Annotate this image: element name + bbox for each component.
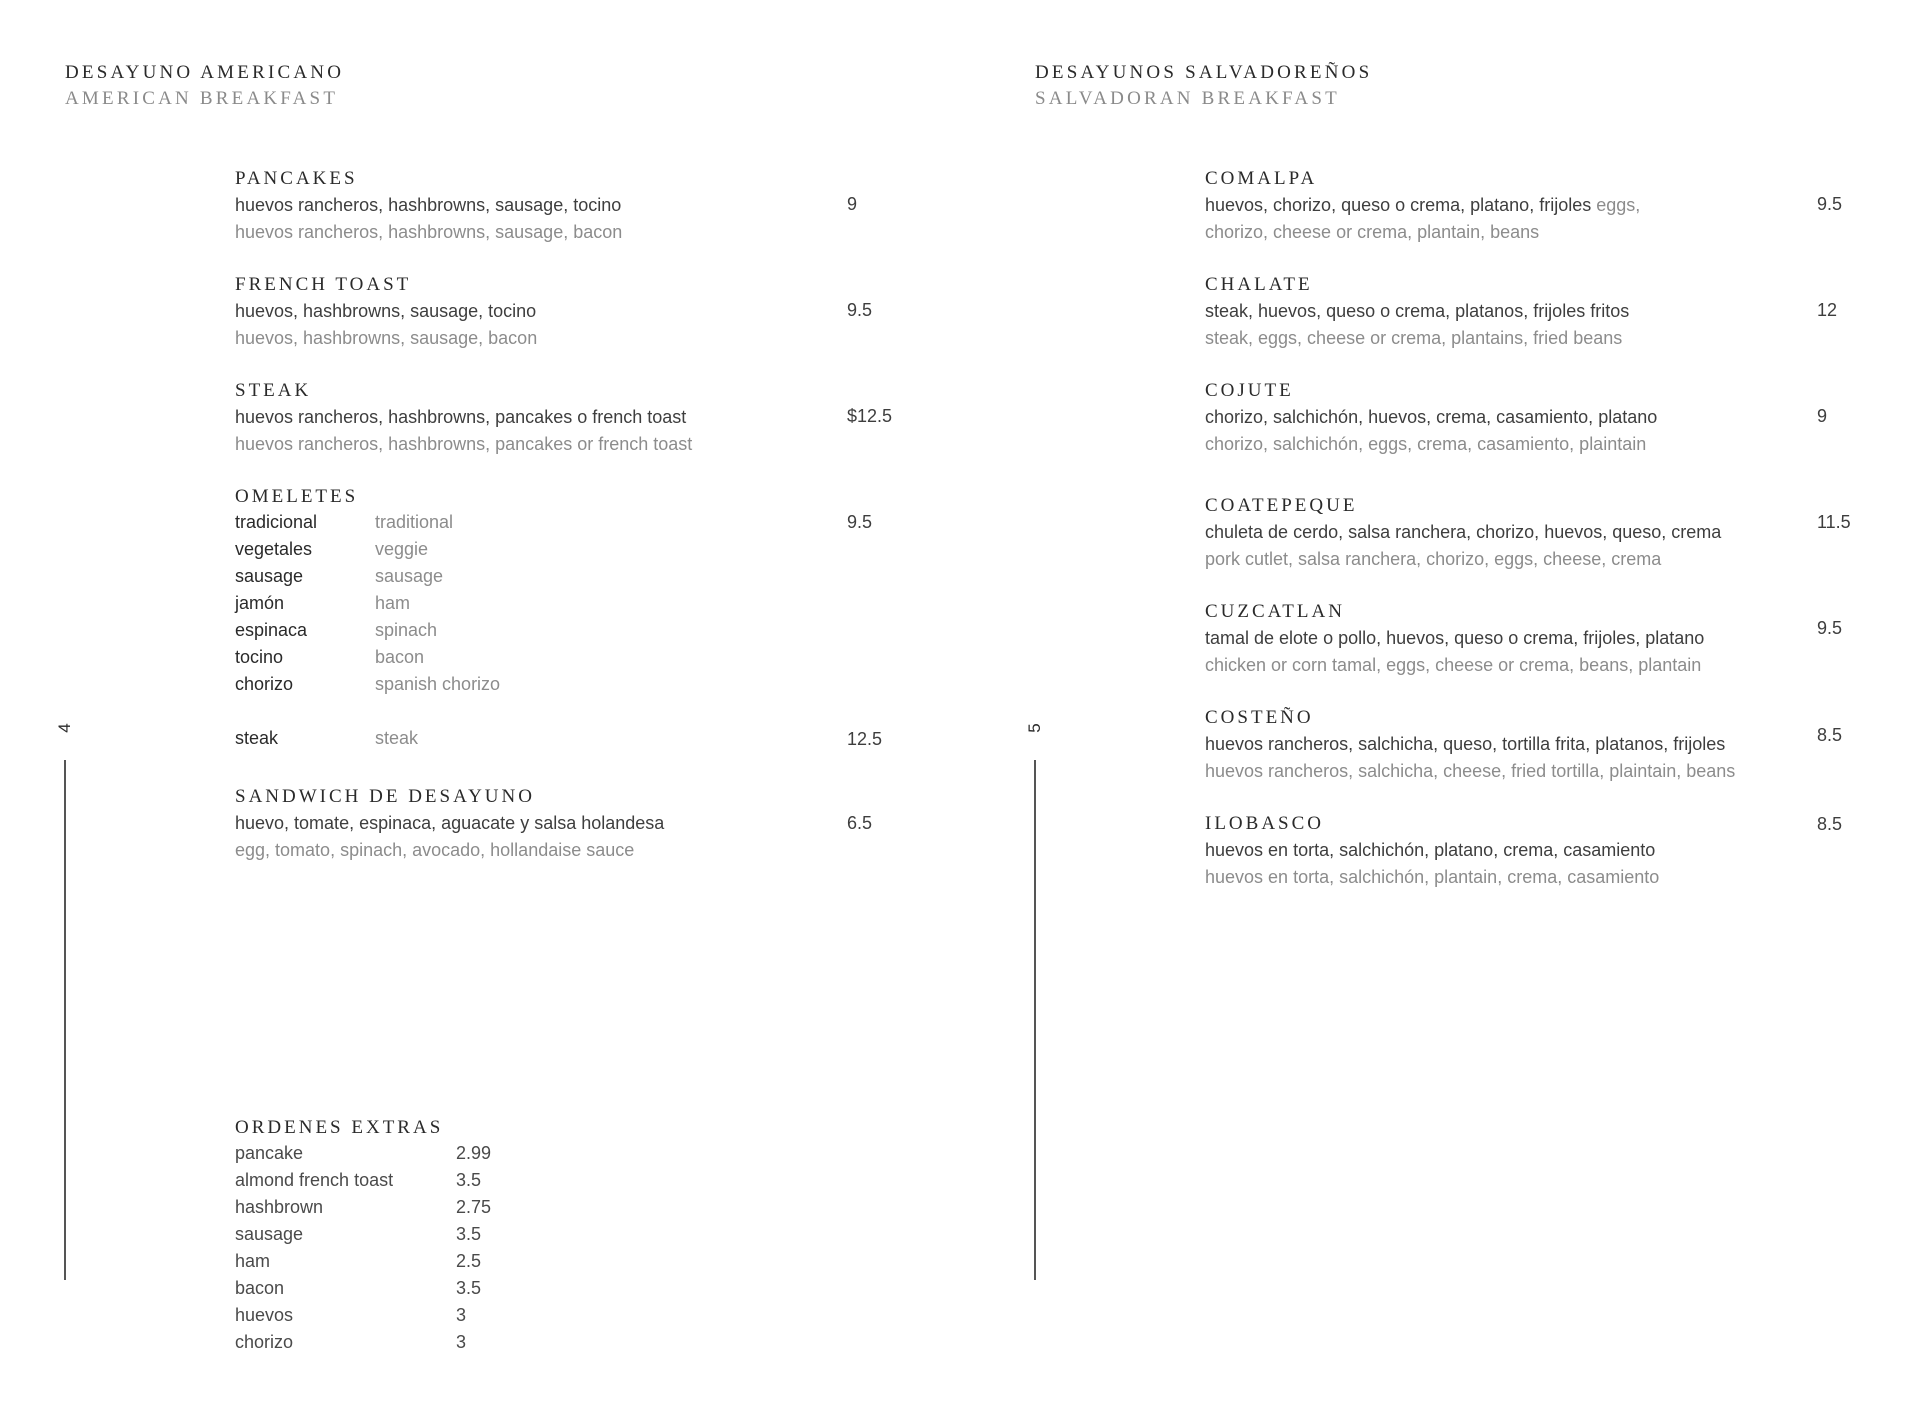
item-description-es: huevo, tomate, espinaca, aguacate y salsa holandesa — [235, 813, 665, 833]
item-price: 6.5 — [847, 813, 873, 833]
menu-item-cojute — [1205, 378, 1657, 458]
extra-name: hashbrown — [235, 1197, 324, 1217]
menu-item-sandwich — [235, 784, 664, 864]
item-price: 9 — [1817, 406, 1828, 426]
item-description-en: huevos en torta, salchichón, plantain, crema, casamiento — [1205, 867, 1660, 887]
item-description-es: huevos, hashbrowns, sausage, tocino — [235, 301, 537, 321]
omelet-option-en: traditional — [375, 512, 454, 532]
item-title: FRENCH TOAST — [235, 274, 412, 295]
right-divider-line — [1034, 760, 1036, 1280]
extra-name: almond french toast — [235, 1170, 394, 1190]
item-price: 9.5 — [1817, 618, 1843, 638]
item-title: COMALPA — [1205, 168, 1318, 189]
omelet-option-en: spanish chorizo — [375, 674, 501, 694]
extras-title: ORDENES EXTRAS — [235, 1117, 444, 1138]
item-description-es: huevos rancheros, hashbrowns, sausage, tocino — [235, 195, 622, 215]
menu-item-costeno — [1205, 705, 1735, 785]
menu-item-steak — [235, 378, 692, 458]
item-title: PANCAKES — [235, 168, 358, 189]
extra-price: 3.5 — [456, 1278, 482, 1298]
item-description-en: egg, tomato, spinach, avocado, hollandaise sauce — [235, 840, 635, 860]
extra-price: 3.5 — [456, 1170, 482, 1190]
omelet-option-es: jamón — [235, 593, 285, 613]
item-title: STEAK — [235, 380, 312, 401]
item-description-en: chicken or corn tamal, eggs, cheese or crema, beans, plantain — [1205, 655, 1702, 675]
omelet-option-es: vegetales — [235, 539, 313, 559]
omelet-option-es: tocino — [235, 647, 284, 667]
page-number-right: 5 — [1025, 723, 1044, 733]
extra-price: 2.5 — [456, 1251, 482, 1271]
menu-item-cuzcatlan — [1205, 599, 1704, 679]
item-price: 8.5 — [1817, 725, 1843, 745]
item-description-en: steak, eggs, cheese or crema, plantains, fried beans — [1205, 328, 1623, 348]
item-price: 8.5 — [1817, 814, 1843, 834]
item-title: CHALATE — [1205, 274, 1313, 295]
extra-name: pancake — [235, 1143, 304, 1163]
omelet-option-es: sausage — [235, 566, 304, 586]
item-description-es: huevos rancheros, salchicha, queso, tortilla frita, platanos, frijoles — [1205, 734, 1726, 754]
item-title: CUZCATLAN — [1205, 601, 1345, 622]
extra-price: 2.99 — [456, 1143, 492, 1163]
item-description-en: huevos, hashbrowns, sausage, bacon — [235, 328, 538, 348]
omelet-option-en: spinach — [375, 620, 438, 640]
extra-name: ham — [235, 1251, 271, 1271]
extra-price: 3 — [456, 1305, 467, 1325]
omelet-option-es: chorizo — [235, 674, 294, 694]
item-title: SANDWICH DE DESAYUNO — [235, 786, 535, 807]
item-price: 11.5 — [1817, 512, 1851, 532]
menu-item-french-toast — [235, 272, 537, 352]
extra-name: chorizo — [235, 1332, 294, 1352]
page-number-left: 4 — [55, 723, 74, 733]
menu-item-pancakes — [235, 166, 622, 246]
extra-name: huevos — [235, 1305, 294, 1325]
extra-price: 2.75 — [456, 1197, 492, 1217]
item-price: $12.5 — [847, 406, 893, 426]
item-price: 9.5 — [847, 300, 873, 320]
item-title: COSTEÑO — [1205, 707, 1314, 728]
omelet-option-en: ham — [375, 593, 411, 613]
item-description-en: huevos rancheros, hashbrowns, pancakes or french toast — [235, 434, 693, 454]
item-description-es — [1205, 192, 1640, 219]
section-title-es: DESAYUNO AMERICANO — [65, 62, 345, 83]
item-title: ILOBASCO — [1205, 813, 1325, 834]
item-title: COATEPEQUE — [1205, 495, 1358, 516]
item-title: COJUTE — [1205, 380, 1294, 401]
extra-price: 3.5 — [456, 1224, 482, 1244]
item-description-en: chorizo, salchichón, eggs, crema, casamiento, plaintain — [1205, 434, 1647, 454]
menu-item-chalate — [1205, 272, 1629, 352]
item-description-en: chorizo, cheese or crema, plantain, beans — [1205, 222, 1540, 242]
omelet-option-en: sausage — [375, 566, 444, 586]
item-description-es: steak, huevos, queso o crema, platanos, frijoles fritos — [1205, 301, 1630, 321]
left-divider-line — [64, 760, 66, 1280]
extra-name: sausage — [235, 1224, 304, 1244]
item-description-es-main: huevos, chorizo, queso o crema, platano, frijoles — [1205, 195, 1592, 215]
omelet-option-en: veggie — [375, 539, 429, 559]
omelet-option-en: bacon — [375, 647, 425, 667]
extra-name: bacon — [235, 1278, 285, 1298]
item-description-en: huevos rancheros, hashbrowns, sausage, bacon — [235, 222, 623, 242]
item-description-es: huevos rancheros, hashbrowns, pancakes o french toast — [235, 407, 687, 427]
section-title-es: DESAYUNOS SALVADOREÑOS — [1035, 62, 1373, 83]
omeletes-price: 9.5 — [847, 512, 873, 532]
item-price: 9 — [847, 194, 858, 214]
item-price: 9.5 — [1817, 194, 1843, 214]
menu-item-comalpa — [1205, 166, 1640, 246]
omelet-option-en: steak — [375, 728, 419, 748]
item-description-en: pork cutlet, salsa ranchera, chorizo, eggs, cheese, crema — [1205, 549, 1662, 569]
item-description-en: huevos rancheros, salchicha, cheese, fried tortilla, plaintain, beans — [1205, 761, 1736, 781]
menu-item-coatepeque — [1205, 493, 1721, 573]
section-title-en: AMERICAN BREAKFAST — [65, 88, 339, 109]
omelet-option-es: steak — [235, 728, 279, 748]
omelet-steak-price: 12.5 — [847, 729, 883, 749]
omelet-option-es: tradicional — [235, 512, 318, 532]
omelet-option-es: espinaca — [235, 620, 308, 640]
item-description-en-start: eggs, — [1591, 195, 1641, 215]
item-description-es: chorizo, salchichón, huevos, crema, casamiento, platano — [1205, 407, 1658, 427]
omeletes-title: OMELETES — [235, 486, 359, 507]
section-title-en: SALVADORAN BREAKFAST — [1035, 88, 1340, 109]
extra-price: 3 — [456, 1332, 467, 1352]
item-price: 12 — [1817, 300, 1838, 320]
menu-item-ilobasco — [1205, 811, 1659, 891]
item-description-es: huevos en torta, salchichón, platano, crema, casamiento — [1205, 840, 1656, 860]
right-section-header — [1035, 60, 1372, 112]
item-description-es: tamal de elote o pollo, huevos, queso o crema, frijoles, platano — [1205, 628, 1705, 648]
left-section-header — [65, 60, 344, 112]
item-description-es: chuleta de cerdo, salsa ranchera, chorizo, huevos, queso, crema — [1205, 522, 1722, 542]
